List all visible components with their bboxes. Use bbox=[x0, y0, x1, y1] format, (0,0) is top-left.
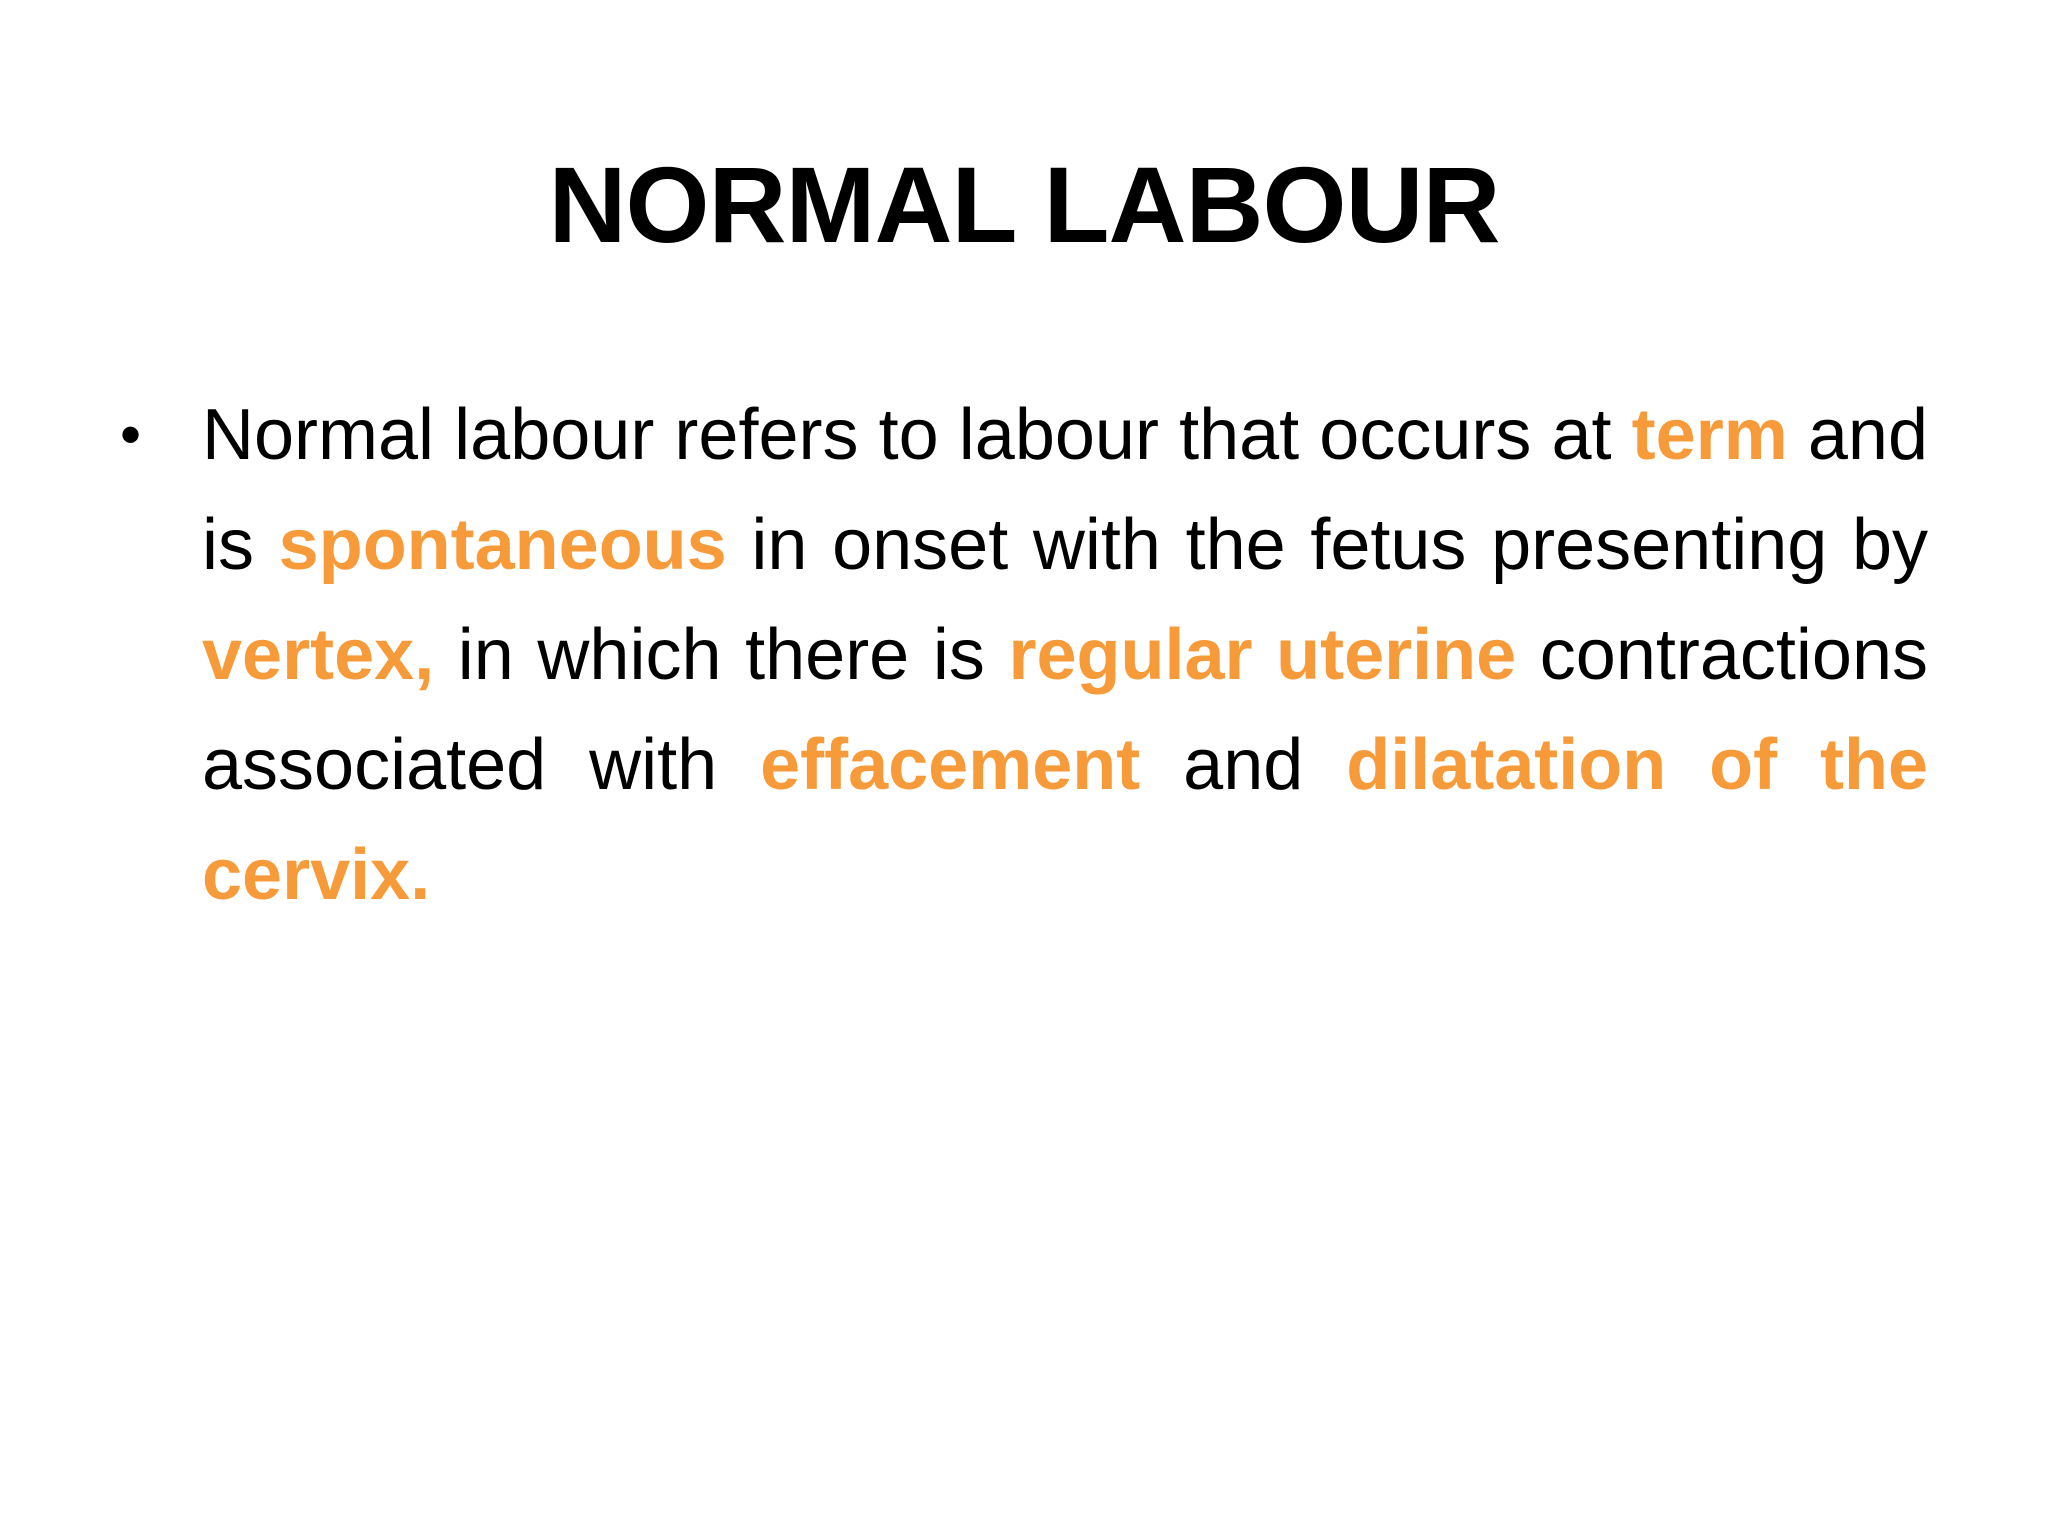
text-segment: and is bbox=[202, 395, 1928, 585]
highlight-effacement: effacement bbox=[760, 725, 1141, 805]
highlight-term: term bbox=[1631, 395, 1788, 475]
text-segment: Normal labour refers to labour that occurs at bbox=[202, 395, 1632, 475]
bullet-icon: • bbox=[120, 401, 142, 468]
text-segment: contractions associated with bbox=[202, 615, 1929, 805]
text-segment: and bbox=[1140, 725, 1347, 805]
highlight-spontaneous: spontaneous bbox=[278, 505, 727, 585]
bullet-list bbox=[120, 380, 1928, 930]
slide-title: NORMAL LABOUR bbox=[548, 144, 1500, 265]
text-segment: in which there is bbox=[434, 615, 1009, 695]
highlight-regular-uterine: regular uterine bbox=[1008, 615, 1517, 695]
bullet-item bbox=[120, 380, 1928, 930]
text-segment: in onset with the fetus presenting by bbox=[726, 505, 1929, 585]
highlight-dilatation: dilatation of the cervix. bbox=[202, 725, 1928, 915]
highlight-vertex: vertex, bbox=[202, 615, 435, 695]
